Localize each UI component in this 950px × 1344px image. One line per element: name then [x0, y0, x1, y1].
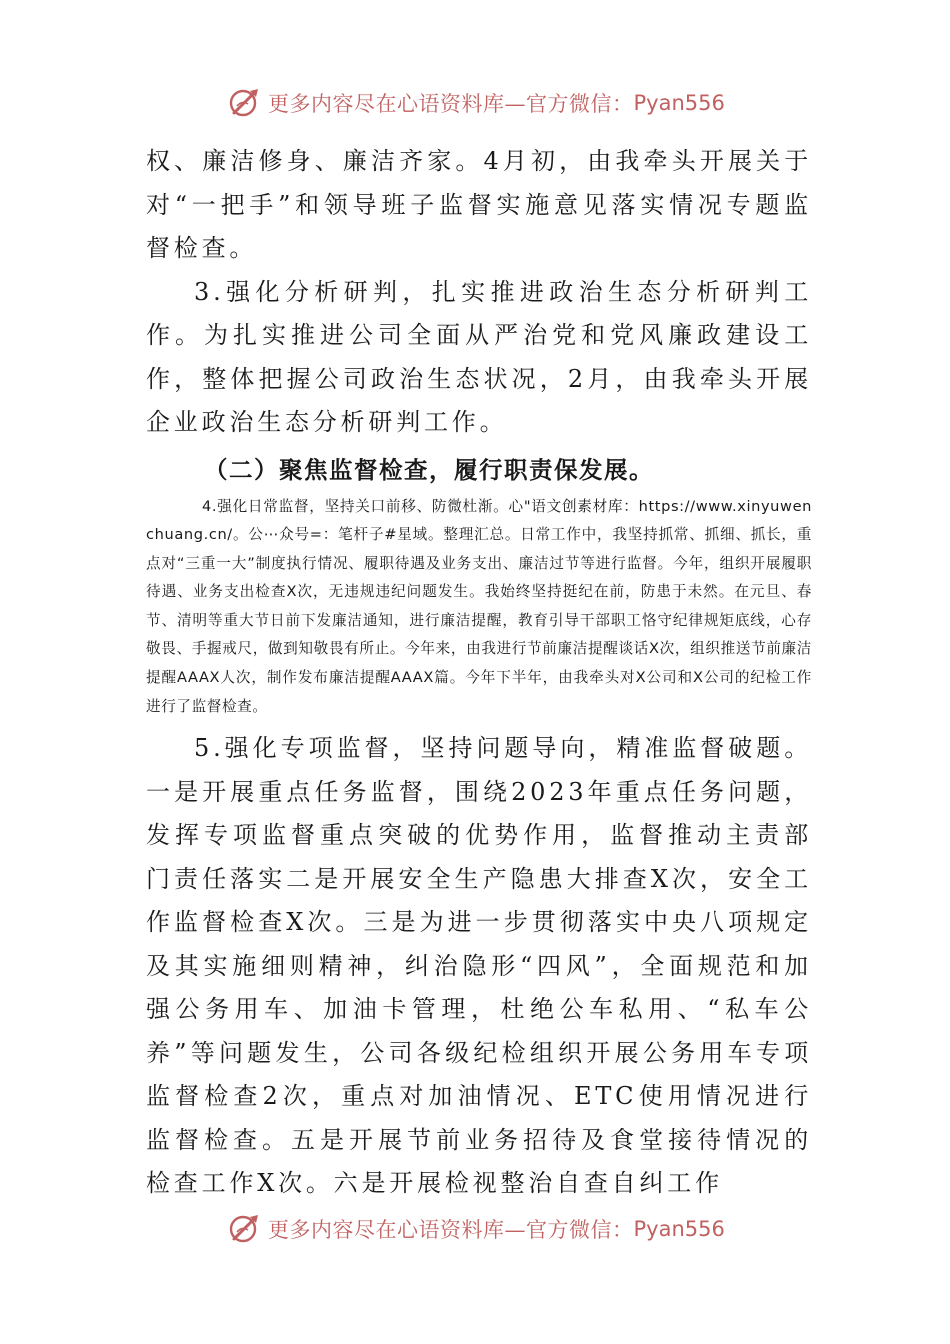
paragraph-2: 3.强化分析研判，扎实推进政治生态分析研判工作。为扎实推进公司全面从严治党和党风廉政建设工作，整体把握公司政治生态状况，2月，由我牵头开展企业政治生态分析研判工作。	[146, 277, 812, 436]
pen-circle-logo-icon	[228, 1212, 262, 1246]
document-body	[146, 140, 812, 1206]
pen-circle-logo-icon	[228, 86, 262, 120]
watermark-text: 更多内容尽在心语资料库—官方微信：	[268, 1218, 634, 1242]
paragraph-1: 权、廉洁修身、廉洁齐家。4月初，由我牵头开展关于对“一把手”和领导班子监督实施意见落实情况专题监督检查。	[146, 147, 812, 262]
paragraph-4-text: 4.强化日常监督，坚持关口前移、防微杜渐。心"语文创素材库：https://www.xinyuwenchuang.cn/。公⋯众号=：笔杆子#星域。整理汇总。日常工作中，我坚持抓常、抓细、抓长，重点对“三重一大”制度执行情况、履职待遇及业务支出、廉洁过节等进行监督。今年，组织开展履职待遇、业务支出检查X次，无违规违纪问题发生。我始终坚持挺纪在前，防患于未然。在元旦、春节、清明等重大节日前下发廉洁通知，进行廉洁提醒，教育引导干部职工恪守纪律规矩底线，心存敬畏、手握戒尺，做到知敬畏有所止。今年来，由我进行节前廉洁提醒谈话X次，组织推送节前廉洁提醒AAAX人次，制作发布廉洁提醒AAAX篇。今年下半年，由我牵头对X公司和X公司的纪检工作进行了监督检查。	[146, 497, 812, 715]
watermark-banner-top	[228, 86, 728, 120]
watermark-code: Pyan556	[633, 1217, 725, 1241]
paragraph-5: 5.强化专项监督，坚持问题导向，精准监督破题。一是开展重点任务监督，围绕2023年重点任务问题，发挥专项监督重点突破的优势作用，监督推动主责部门责任落实二是开展安全生产隐患大排查X次，安全工作监督检查X次。三是为进一步贯彻落实中央八项规定及其实施细则精神，纠治隐形“四风”，全面规范和加强公务用车、加油卡管理，杜绝公车私用、“私车公养”等问题发生，公司各级纪检组织开展公务用车专项监督检查2次，重点对加油情况、ETC使用情况进行监督检查。五是开展节前业务招待及食堂接待情况的检查工作X次。六是开展检视整治自查自纠工作	[146, 734, 812, 1198]
watermark-code: Pyan556	[633, 91, 725, 115]
section-heading: （二）聚焦监督检查，履行职责保发展。	[204, 455, 654, 484]
paragraph-4	[146, 493, 812, 722]
watermark-text: 更多内容尽在心语资料库—官方微信：	[268, 92, 634, 116]
watermark-banner-bottom	[228, 1212, 728, 1246]
